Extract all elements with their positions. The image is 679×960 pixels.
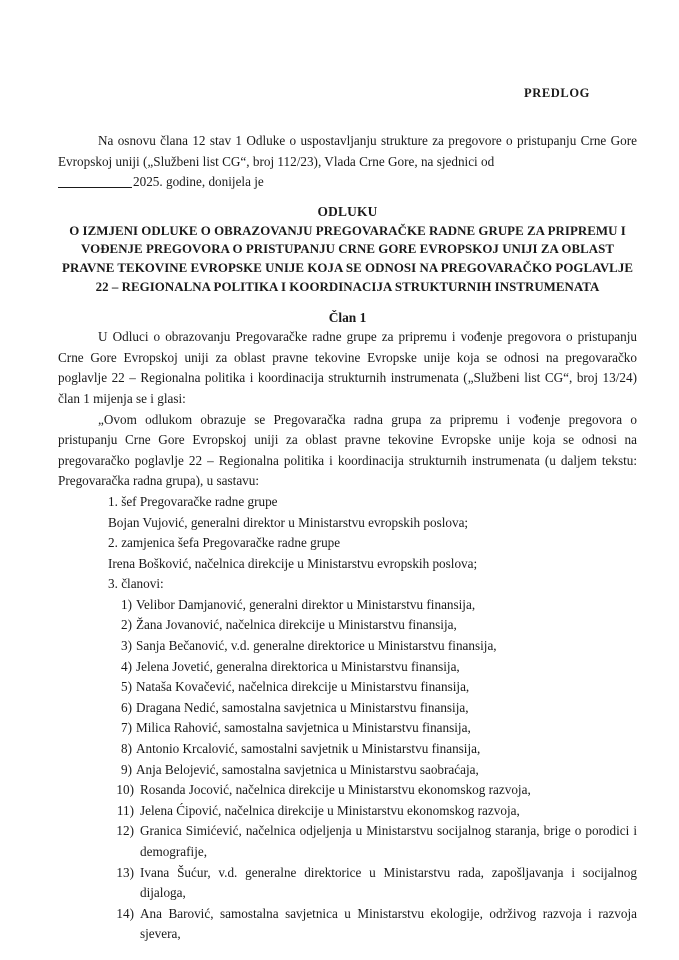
member-item-text: Dragana Nedić, samostalna savjetnica u Ministarstvu finansija, [136, 699, 469, 715]
member-item-text: Nataša Kovačević, načelnica direkcije u Ministarstvu finansija, [136, 679, 470, 695]
member-item-text: Ivana Šućur, v.d. generalne direktorice u Ministarstvu rada, zapošljavanja i socijalnog dijaloga, [140, 864, 637, 901]
member-list-item [108, 636, 637, 657]
member-item-number: 4) [121, 658, 132, 674]
document-label-predlog: PREDLOG [523, 86, 590, 100]
member-list-item [108, 739, 637, 760]
member-list-item [108, 801, 637, 822]
member-item-text: Milica Rahović, samostalna savjetnica u Ministarstvu finansija, [136, 720, 471, 736]
member-item-text: Jelena Jovetić, generalna direktorica u Ministarstvu finansija, [136, 658, 460, 674]
member-item-text: Granica Simićević, načelnica odjeljenja u Ministarstvu socijalnog staranja, brige o porodici i demografije, [140, 823, 637, 859]
member-item-number: 7) [121, 720, 132, 736]
member-list-item [108, 780, 637, 801]
member-item-text: Sanja Bečanović, v.d. generalne direktorice u Ministarstvu finansija, [136, 638, 497, 654]
member-list-item [108, 595, 637, 616]
member-item-text: Antonio Krcalović, samostalni savjetnik u Ministarstvu finansija, [136, 741, 481, 757]
decision-title-main: ODLUKU [317, 203, 378, 219]
member-item-number: 9) [121, 761, 132, 777]
composition-role-2-label: 2. zamjenica šefa Pregovaračke radne grupe [108, 535, 341, 551]
member-list-item [108, 677, 637, 698]
member-item-number: 12) [116, 823, 134, 839]
article-heading: Član 1 [328, 310, 367, 326]
member-item-number: 13) [116, 864, 134, 880]
member-item-text: Velibor Damjanović, generalni direktor u Ministarstvu finansija, [136, 596, 476, 612]
article-paragraph-2: „Ovom odlukom obrazuje se Pregovaračka radna grupa za pripremu i vođenje pregovora o pristupanju Crne Gore Evropskoj uniji za oblast pravne tekovine Evropske unije koja se odnosi na pregovaračko poglavlje 22 – Regionalna politika i koordinacija strukturnih instrumenata (u daljem tekstu: Pregovaračka radna grupa), u sastavu: [58, 411, 637, 489]
member-item-number: 6) [121, 699, 132, 715]
decision-title-block [58, 204, 637, 296]
member-item-number: 8) [121, 741, 132, 757]
document-content [58, 86, 637, 945]
member-item-number: 2) [121, 617, 132, 633]
member-list-item [108, 760, 637, 781]
preamble-text: Na osnovu člana 12 stav 1 Odluke o uspostavljanju strukture za pregovore o pristupanju Crne Gore Evropskoj uniji („Službeni list CG“, broj 112/23), Vlada Crne Gore, na sjednici od [58, 133, 637, 169]
member-item-number: 3) [121, 638, 132, 654]
member-item-number: 5) [121, 679, 132, 695]
member-list-item [108, 821, 637, 862]
article-paragraph-1: U Odluci o obrazovanju Pregovaračke radne grupe za pripremu i vođenje pregovora o pristupanju Crne Gore Evropskoj uniji za oblast pravne tekovine Evropske unije koja se odnosi na pregovaračko poglavlje 22 – Regionalna politika i koordinacija strukturnih instrumenata („Službeni list CG“, broj 13/24) član 1 mijenja se i glasi: [58, 329, 637, 406]
date-blank-field[interactable] [58, 187, 132, 188]
decision-title-subtitle: O IZMJENI ODLUKE O OBRAZOVANJU PREGOVARAČKE RADNE GRUPE ZA PRIPREMU I VOĐENJE PREGOVORA O PRISTUPANJU CRNE GORE EVROPSKOJ UNIJI ZA OBLAST PRAVNE TEKOVINE EVROPSKE UNIJE KOJA SE ODNOSI NA PREGOVARAČKO POGLAVLJE 22 – REGIONALNA POLITIKA I KOORDINACIJA STRUKTURNIH INSTRUMENATA [62, 223, 633, 294]
composition-role-1-person: Bojan Vujović, generalni direktor u Ministarstvu evropskih poslova; [108, 514, 469, 530]
member-list-item [108, 615, 637, 636]
preamble-date-suffix: 2025. godine, donijela je [133, 174, 264, 190]
preamble-paragraph [58, 131, 637, 193]
member-item-number: 11) [116, 802, 134, 818]
member-item-number: 10) [116, 782, 134, 798]
members-list [58, 595, 637, 945]
composition-role-2-person: Irena Bošković, načelnica direkcije u Ministarstvu evropskih poslova; [108, 555, 478, 571]
composition-role-1-label: 1. šef Pregovaračke radne grupe [108, 493, 278, 509]
member-list-item [108, 904, 637, 945]
member-item-text: Anja Belojević, samostalna savjetnica u Ministarstvu saobraćaja, [136, 761, 479, 777]
member-item-text: Rosanda Jocović, načelnica direkcije u Ministarstvu ekonomskog razvoja, [140, 782, 531, 798]
member-item-number: 1) [121, 596, 132, 612]
member-list-item [108, 863, 637, 904]
member-list-item [108, 657, 637, 678]
member-list-item [108, 718, 637, 739]
member-list-item [108, 698, 637, 719]
member-item-text: Ana Barović, samostalna savjetnica u Ministarstvu ekologije, održivog razvoja i razvoja sjevera, [140, 905, 637, 942]
member-item-text: Jelena Ćipović, načelnica direkcije u Ministarstvu ekonomskog razvoja, [140, 802, 520, 818]
composition-role-3-label: 3. članovi: [108, 576, 164, 592]
member-item-number: 14) [116, 905, 134, 921]
member-item-text: Žana Jovanović, načelnica direkcije u Ministarstvu finansija, [136, 617, 457, 633]
